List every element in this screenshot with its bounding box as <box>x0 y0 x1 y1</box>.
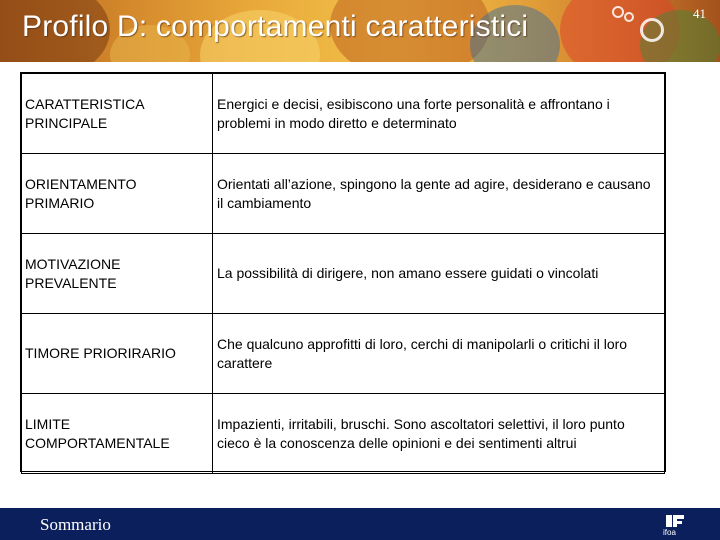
circle-icon <box>612 6 624 18</box>
circle-icon <box>640 18 664 42</box>
slide-title: Profilo D: comportamenti caratteristici <box>22 10 529 43</box>
table-row <box>22 394 665 474</box>
row-label: TIMORE PRIORIRARIO <box>22 314 213 394</box>
row-label: MOTIVAZIONE PREVALENTE <box>22 234 213 314</box>
circle-icon <box>624 12 634 22</box>
row-value: La possibilità di dirigere, non amano essere guidati o vincolati <box>213 234 665 314</box>
row-value: Orientati all’azione, spingono la gente ad agire, desiderano e causano il cambiamento <box>213 154 665 234</box>
slide-number: 41 <box>693 6 706 21</box>
sommario-link[interactable]: Sommario <box>40 515 111 534</box>
logo-text: ifoa <box>663 528 676 537</box>
row-value: Energici e decisi, esibiscono una forte personalità e affrontano i problemi in modo diretto e determinato <box>213 74 665 154</box>
table-row <box>22 154 665 234</box>
row-label: LIMITE COMPORTAMENTALE <box>22 394 213 474</box>
table-row <box>22 74 665 154</box>
table-row <box>22 234 665 314</box>
row-label: CARATTERISTICA PRINCIPALE <box>22 74 213 154</box>
footer-bar <box>0 508 720 540</box>
row-label: ORIENTAMENTO PRIMARIO <box>22 154 213 234</box>
profile-table <box>20 72 666 472</box>
row-value: Che qualcuno approfitti di loro, cerchi di manipolarli o critichi il loro carattere <box>213 314 665 394</box>
header-banner <box>0 0 720 62</box>
row-value: Impazienti, irritabili, bruschi. Sono ascoltatori selettivi, il loro punto cieco è la conoscenza delle opinioni e dei sentimenti altrui <box>213 394 665 474</box>
table-row <box>22 314 665 394</box>
